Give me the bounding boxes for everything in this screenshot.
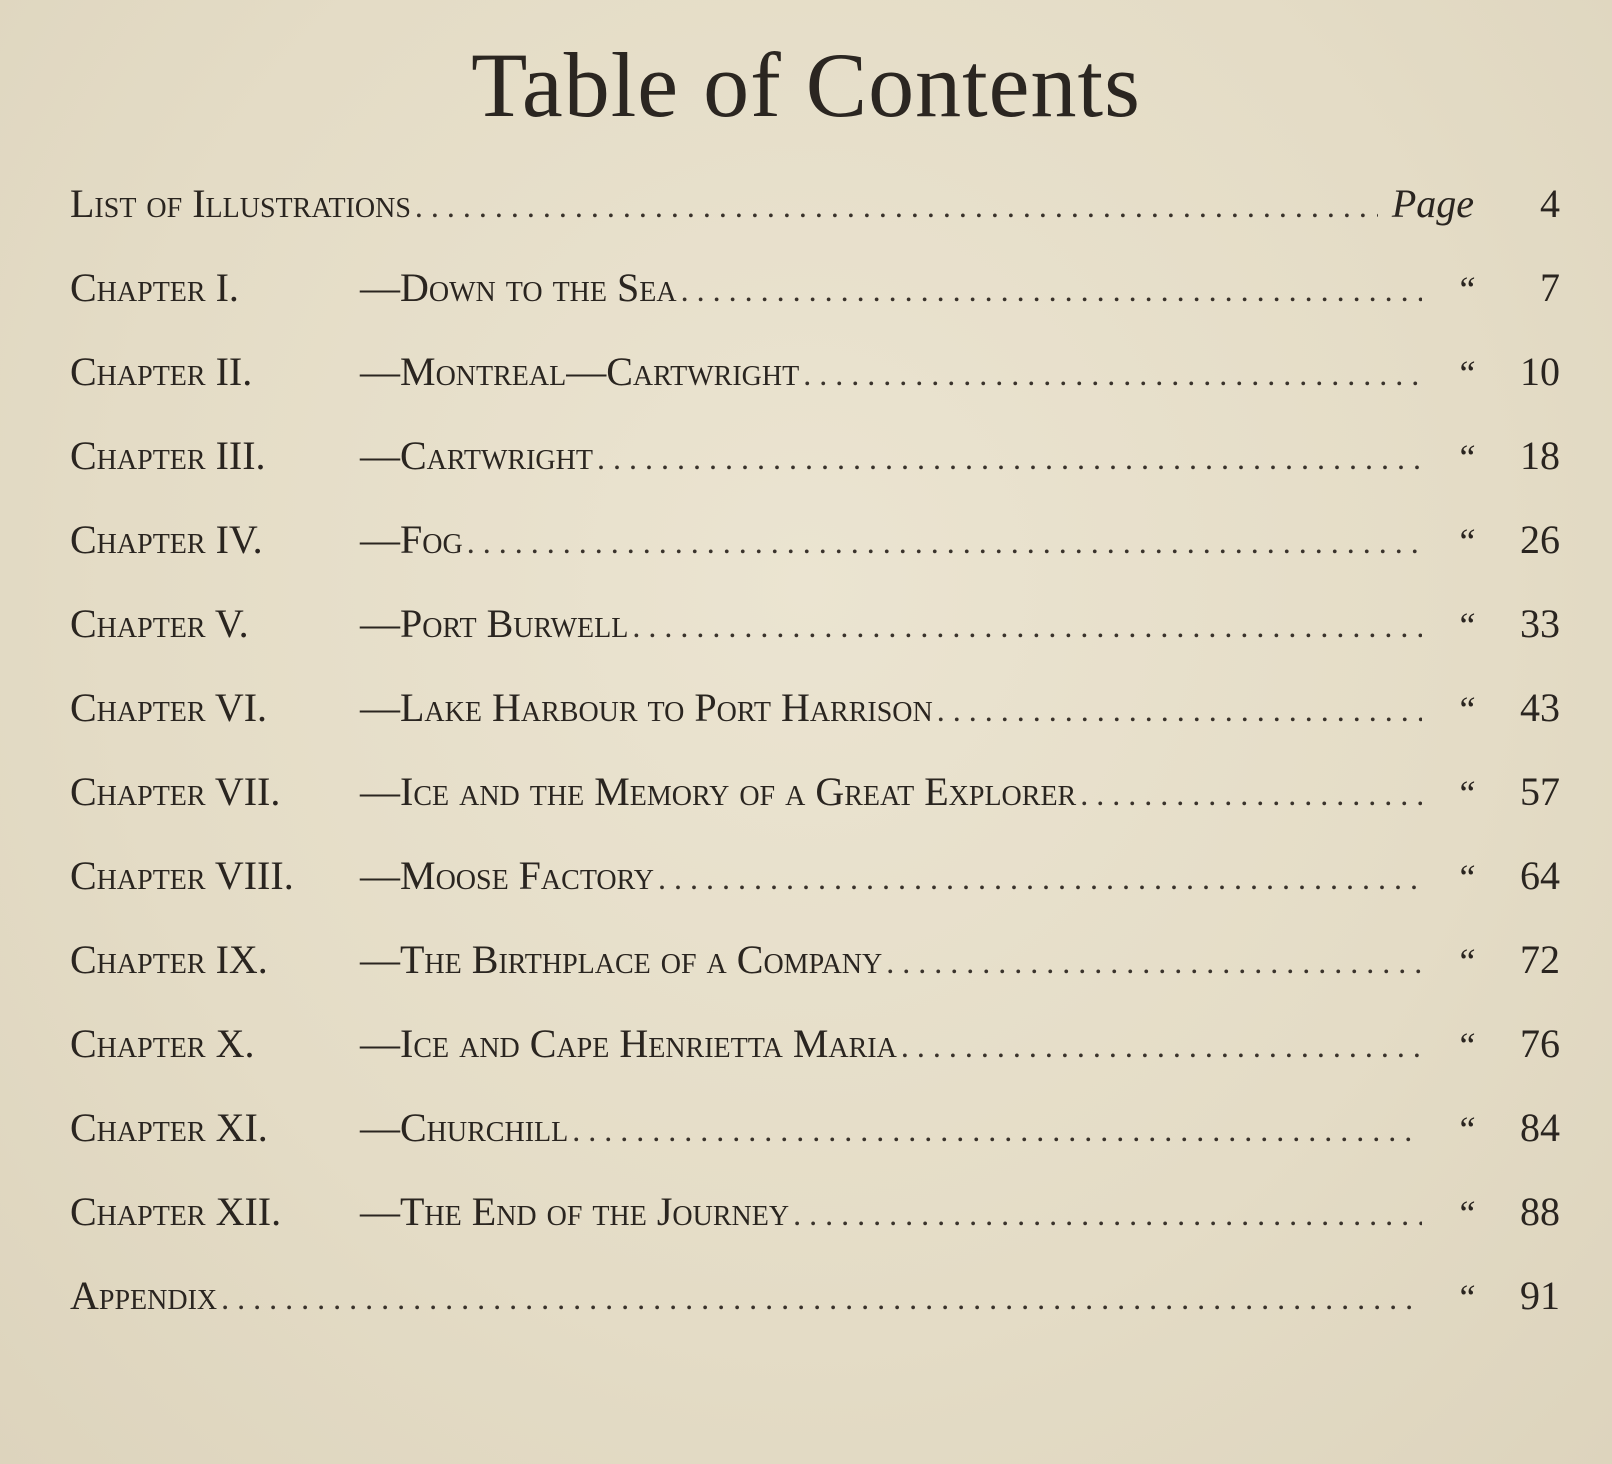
- toc-entry-chapter-10: [70, 1020, 1560, 1080]
- ditto-mark: “: [1455, 857, 1477, 897]
- chapter-number: Chapter VI.: [70, 685, 268, 730]
- chapter-title: —The End of the Journey: [360, 1189, 790, 1234]
- chapter-title: —Montreal—Cartwright: [360, 349, 800, 394]
- toc-entry-chapter-4: [70, 516, 1560, 576]
- page-number: 57: [1520, 769, 1560, 814]
- page-number: 91: [1520, 1273, 1560, 1318]
- chapter-title: —Ice and the Memory of a Great Explorer: [360, 769, 1077, 814]
- ditto-mark: “: [1455, 353, 1477, 393]
- chapter-title: —Moose Factory: [360, 853, 654, 898]
- dot-leader: [658, 860, 1422, 897]
- dot-leader: [572, 1112, 1422, 1149]
- page-number: 72: [1520, 937, 1560, 982]
- dot-leader: [415, 188, 1378, 225]
- page-number: 43: [1520, 685, 1560, 730]
- dot-leader: [597, 440, 1422, 477]
- page-number: 76: [1520, 1021, 1560, 1066]
- chapter-number: Chapter VII.: [70, 769, 281, 814]
- chapter-number: Chapter XII.: [70, 1189, 282, 1234]
- chapter-title: —Cartwright: [360, 433, 593, 478]
- ditto-mark: “: [1455, 1193, 1477, 1233]
- chapter-title: —Port Burwell: [360, 601, 629, 646]
- dot-leader: [632, 608, 1422, 645]
- dot-leader: [803, 356, 1422, 393]
- page-word: Page: [1391, 181, 1474, 226]
- chapter-title: —Down to the Sea: [360, 265, 677, 310]
- toc-entry-chapter-6: [70, 684, 1560, 744]
- toc-entry-illustrations: [70, 180, 1560, 240]
- chapter-title: —Fog: [360, 517, 463, 562]
- toc-entry-chapter-12: [70, 1188, 1560, 1248]
- page-number: 64: [1520, 853, 1560, 898]
- page-number: 84: [1520, 1105, 1560, 1150]
- toc-entry-chapter-3: [70, 432, 1560, 492]
- ditto-mark: “: [1455, 689, 1477, 729]
- dot-leader: [793, 1196, 1422, 1233]
- dot-leader: [886, 944, 1422, 981]
- dot-leader: [1080, 776, 1422, 813]
- dot-leader: [901, 1028, 1422, 1065]
- chapter-title: —The Birthplace of a Company: [360, 937, 883, 982]
- ditto-mark: “: [1455, 269, 1477, 309]
- ditto-mark: “: [1455, 1277, 1477, 1317]
- toc-entry-chapter-7: [70, 768, 1560, 828]
- page-number: 26: [1520, 517, 1560, 562]
- toc-entry-label: List of Illustrations: [70, 181, 411, 226]
- dot-leader: [937, 692, 1422, 729]
- ditto-mark: “: [1455, 1109, 1477, 1149]
- dot-leader: [681, 272, 1422, 309]
- page-number: 4: [1540, 181, 1560, 226]
- chapter-number: Chapter IX.: [70, 937, 268, 982]
- ditto-mark: “: [1455, 773, 1477, 813]
- chapter-title: —Ice and Cape Henrietta Maria: [360, 1021, 897, 1066]
- toc-entry-chapter-2: [70, 348, 1560, 408]
- page-number: 10: [1520, 349, 1560, 394]
- toc-entry-chapter-5: [70, 600, 1560, 660]
- dot-leader: [467, 524, 1422, 561]
- page-number: 18: [1520, 433, 1560, 478]
- toc-entry-chapter-8: [70, 852, 1560, 912]
- chapter-number: Chapter XI.: [70, 1105, 268, 1150]
- page-number: 33: [1520, 601, 1560, 646]
- toc-entry-appendix: [70, 1272, 1560, 1332]
- toc-entry-chapter-11: [70, 1104, 1560, 1164]
- ditto-mark: “: [1455, 605, 1477, 645]
- page-number: 88: [1520, 1189, 1560, 1234]
- chapter-number: Chapter V.: [70, 601, 249, 646]
- chapter-number: Chapter I.: [70, 265, 239, 310]
- ditto-mark: “: [1455, 437, 1477, 477]
- chapter-number: Chapter II.: [70, 349, 253, 394]
- chapter-number: Chapter IV.: [70, 517, 263, 562]
- chapter-title: —Lake Harbour to Port Harrison: [360, 685, 933, 730]
- ditto-mark: “: [1455, 521, 1477, 561]
- page-number: 7: [1540, 265, 1560, 310]
- toc-entry-chapter-1: [70, 264, 1560, 324]
- chapter-title: —Churchill: [360, 1105, 569, 1150]
- dot-leader: [221, 1280, 1422, 1317]
- page-title: Table of Contents: [471, 34, 1141, 136]
- ditto-mark: “: [1455, 941, 1477, 981]
- chapter-number: Chapter X.: [70, 1021, 255, 1066]
- toc-entry-label: Appendix: [70, 1273, 218, 1318]
- toc-entry-chapter-9: [70, 936, 1560, 996]
- ditto-mark: “: [1455, 1025, 1477, 1065]
- chapter-number: Chapter III.: [70, 433, 266, 478]
- chapter-number: Chapter VIII.: [70, 853, 294, 898]
